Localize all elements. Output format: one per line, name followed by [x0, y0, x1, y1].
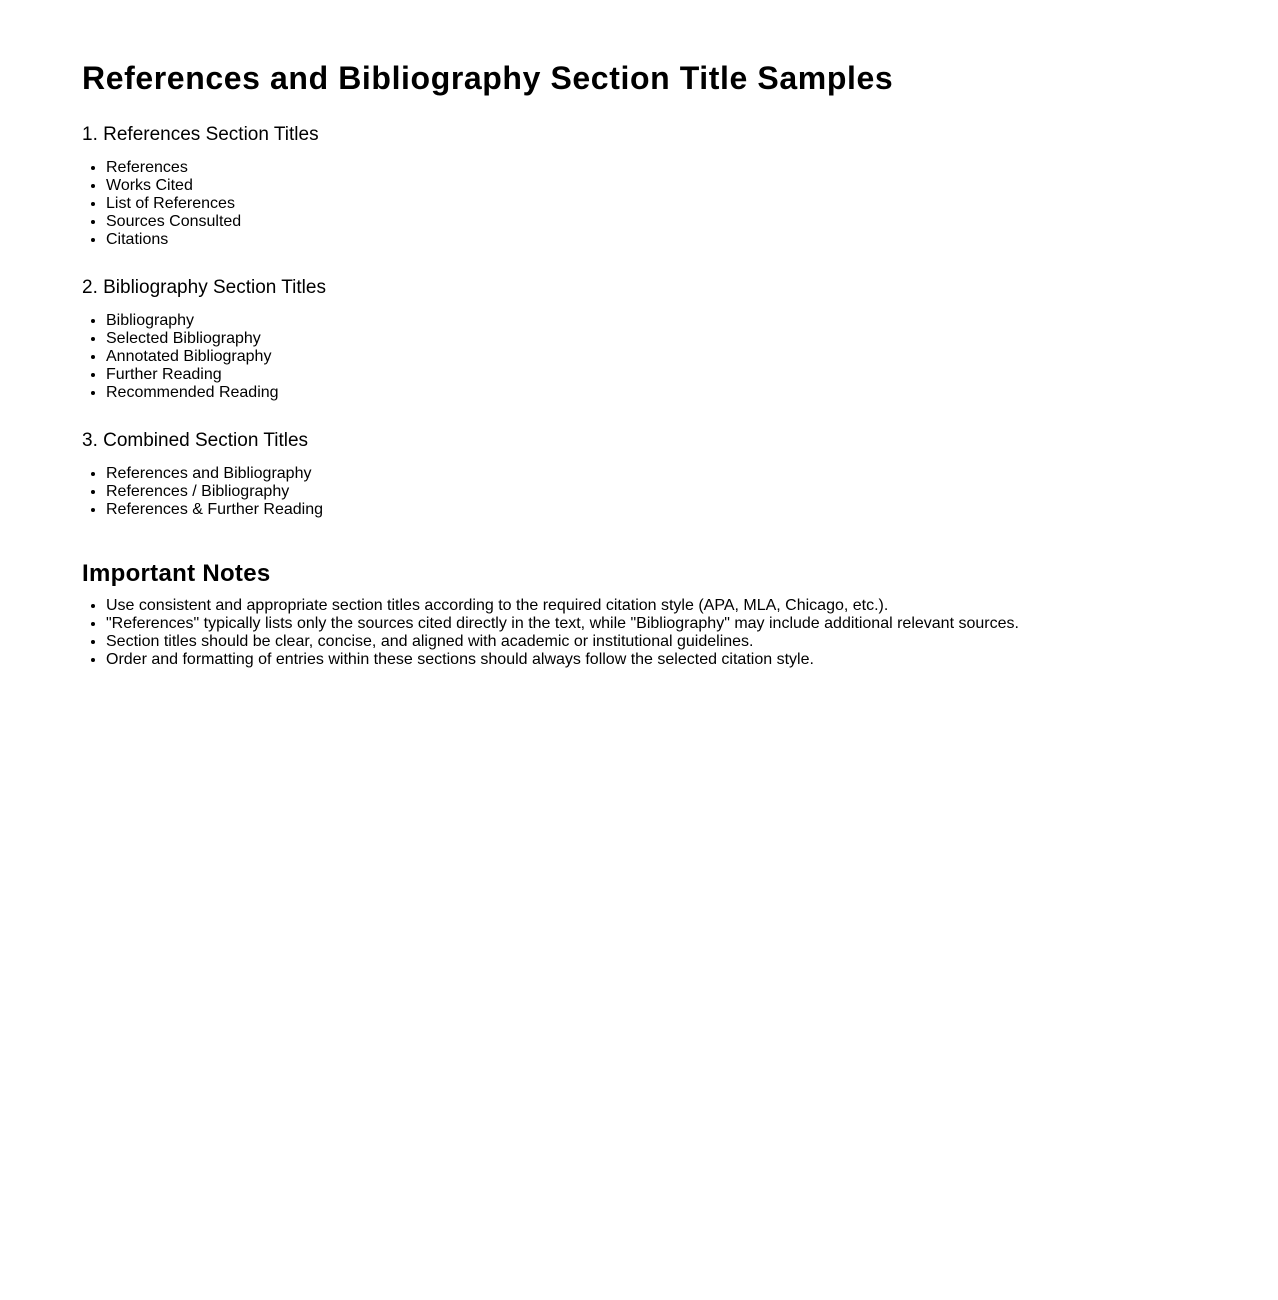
list-item: • Recommended Reading [106, 384, 1278, 402]
section-heading-bibliography: 2. Bibliography Section Titles [82, 277, 326, 298]
note-item: • Section titles should be clear, concise, and aligned with academic or institutional guidelines. [106, 633, 1278, 651]
section-heading-combined: 3. Combined Section Titles [82, 430, 309, 451]
page-title: References and Bibliography Section Title Samples [82, 60, 894, 96]
note-item: • Use consistent and appropriate section titles according to the required citation style (APA, MLA, Chicago, etc.). [106, 597, 1278, 615]
list-item: • Sources Consulted [106, 213, 1278, 231]
list-item: • Selected Bibliography [106, 330, 1278, 348]
list-item: • Annotated Bibliography [106, 348, 1278, 366]
section-heading-references: 1. References Section Titles [82, 124, 319, 145]
list-item: • References / Bibliography [106, 483, 1278, 501]
combined-titles-list [82, 465, 1278, 519]
note-item: • Order and formatting of entries within these sections should always follow the selected citation style. [106, 651, 1278, 669]
list-item: • Further Reading [106, 366, 1278, 384]
bibliography-titles-list [82, 312, 1278, 402]
list-item: • Bibliography [106, 312, 1278, 330]
references-titles-list [82, 159, 1278, 249]
notes-list [82, 597, 1278, 669]
list-item: • References and Bibliography [106, 465, 1278, 483]
list-item: • List of References [106, 195, 1278, 213]
list-item: • Citations [106, 231, 1278, 249]
list-item: • References [106, 159, 1278, 177]
notes-heading: Important Notes [82, 560, 271, 587]
list-item: • Works Cited [106, 177, 1278, 195]
list-item: • References & Further Reading [106, 501, 1278, 519]
note-item: • "References" typically lists only the sources cited directly in the text, while "Bibliography" may include additional relevant sources. [106, 615, 1278, 633]
